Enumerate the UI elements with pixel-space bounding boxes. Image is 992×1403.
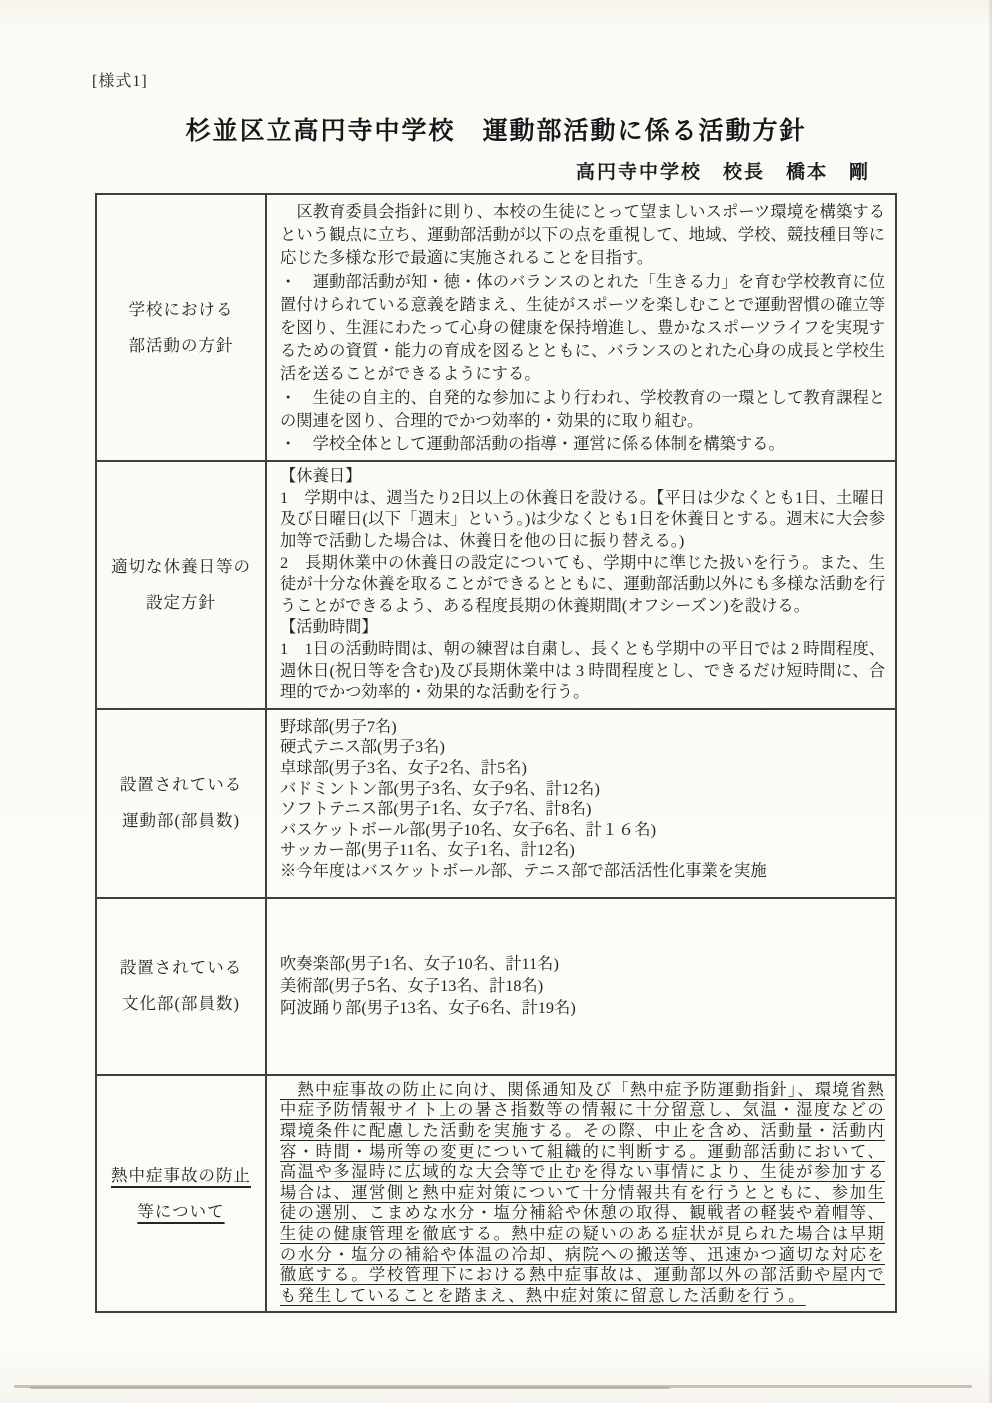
policy-bullet: ・ 生徒の自主的、自発的な参加により行われ、学校教育の一環として教育課程との関連を図り、合理的でかつ効率的・効果的に取り組む。 bbox=[280, 387, 885, 430]
row-header-line: 熱中症事故の防止 bbox=[111, 1165, 251, 1185]
scan-artifact-bottom-edge bbox=[30, 1387, 670, 1389]
row-header-line: 設置されている bbox=[119, 775, 243, 795]
form-number-label: [様式1] bbox=[92, 73, 148, 90]
principal-signature-line: 高円寺中学校 校長 橋本 剛 bbox=[575, 162, 870, 183]
document-title: 杉並区立高円寺中学校 運動部活動に係る活動方針 bbox=[185, 117, 807, 145]
sports-club-note: ※今年度はバスケットボール部、テニス部で部活活性化事業を実施 bbox=[280, 860, 767, 880]
row-header-school-policy bbox=[96, 194, 266, 461]
rest-day-item: 1 学期中は、週当たり2日以上の休養日を設ける。【平日は少なくとも1日、土曜日及び日曜日(以下「週末」という。)は少なくとも1日を休養日とする。週末に大会参加等で活動した場合は、休養日を他の日に振り替える。) bbox=[280, 487, 885, 551]
sports-club-item: 野球部(男子7名) bbox=[280, 716, 397, 736]
rest-day-item: 2 長期休業中の休養日の設定についても、学期中に準じた扱いを行う。また、生徒が十分な休養を取ることができるとともに、運動部活動以外にも多様な活動を行うことができるよう、ある程度長期の休養期間(オフシーズン)を設ける。 bbox=[280, 552, 885, 615]
row-header-line: 部活動の方針 bbox=[128, 335, 234, 355]
row-header-line: 適切な休養日等の bbox=[111, 557, 251, 576]
table-row-sports-clubs bbox=[96, 709, 896, 898]
row-header-line: 設定方針 bbox=[146, 593, 216, 612]
sports-club-item: サッカー部(男子11名、女子1名、計12名) bbox=[280, 840, 575, 860]
table-row-rest-days bbox=[96, 461, 896, 709]
row-header-line: 設置されている bbox=[119, 958, 243, 978]
cell-rest-days bbox=[266, 461, 896, 709]
row-header-rest-days bbox=[96, 461, 266, 709]
row-header-line: 等について bbox=[137, 1201, 225, 1221]
heatstroke-prevention-text: 熱中症事故の防止に向け、関係通知及び「熱中症予防運動指針」、環境省熱中症予防情報サイト上の暑さ指数等の情報に十分留意し、気温・湿度などの環境条件に配慮した活動を実施する。その際、中止を含め、活動量・活動内容・時間・場所等の変更について組織的に判断する。運動部活動において、高温や多湿時に広域的な大会等で止むを得ない事情により、生徒が参加する場合は、運営側と熱中症対策について十分情報共有を行うとともに、参加生徒の選別、こまめな水分・塩分補給や休憩の取得、観戦者の軽装や着帽等、生徒の健康管理を徹底する。熱中症の疑いのある症状が見られた場合は早期の水分・塩分の補給や体温の冷却、病院への搬送等、迅速かつ適切な対応を徹底する。学校管理下における熱中症事故は、運動部以外の部活動や屋内でも発生していることを踏まえ、熱中症対策に留意した活動を行う。 bbox=[280, 1080, 885, 1305]
sports-club-item: バスケットボール部(男子10名、女子6名、計１６名) bbox=[280, 819, 657, 839]
row-header-heatstroke-prevention bbox=[96, 1075, 266, 1313]
policy-paragraph: 区教育委員会指針に則り、本校の生徒にとって望ましいスポーツ環境を構築するという観点に立ち、運動部活動が以下の点を重視して、地域、学校、競技種目等に応じた多様な形で最適に実施されることを目指す。 bbox=[280, 202, 885, 268]
activity-hours-item: 1 1日の活動時間は、朝の練習は自粛し、長くとも学期中の平日では 2 時間程度、週休日(祝日等を含む)及び長期休業中は 3 時間程度とし、できるだけ短時間に、合理的でかつ効率的・効果的な活動を行う。 bbox=[280, 638, 885, 702]
sports-club-item: 硬式テニス部(男子3名) bbox=[280, 737, 445, 757]
culture-club-item: 吹奏楽部(男子1名、女子10名、計11名) bbox=[280, 954, 559, 974]
sports-club-item: バドミントン部(男子3名、女子9名、計12名) bbox=[280, 778, 600, 798]
row-header-line: 文化部(部員数) bbox=[122, 994, 240, 1014]
cell-school-policy bbox=[266, 194, 896, 461]
section-heading-activity-hours: 【活動時間】 bbox=[280, 617, 378, 637]
sports-club-item: ソフトテニス部(男子1名、女子7名、計8名) bbox=[280, 799, 592, 819]
table-row-culture-clubs bbox=[96, 898, 896, 1075]
activity-policy-table bbox=[95, 193, 897, 1313]
sports-club-item: 卓球部(男子3名、女子2名、計5名) bbox=[280, 757, 527, 777]
cell-heatstroke-prevention bbox=[266, 1075, 896, 1313]
culture-club-item: 阿波踊り部(男子13名、女子6名、計19名) bbox=[280, 998, 576, 1018]
scan-artifact-right-edge bbox=[988, 0, 992, 1403]
culture-club-item: 美術部(男子5名、女子13名、計18名) bbox=[280, 976, 544, 996]
policy-bullet: ・ 学校全体として運動部活動の指導・運営に係る体制を構築する。 bbox=[280, 434, 785, 454]
row-header-line: 運動部(部員数) bbox=[122, 811, 240, 831]
cell-sports-clubs bbox=[266, 709, 896, 898]
cell-culture-clubs bbox=[266, 898, 896, 1075]
table-row-school-policy bbox=[96, 194, 896, 461]
row-header-culture-clubs bbox=[96, 898, 266, 1075]
row-header-sports-clubs bbox=[96, 709, 266, 898]
section-heading-rest-day: 【休養日】 bbox=[280, 466, 362, 486]
table-row-heatstroke-prevention bbox=[96, 1075, 896, 1313]
policy-bullet: ・ 運動部活動が知・徳・体のバランスのとれた「生きる力」を育む学校教育に位置付けられている意義を踏まえ、生徒がスポーツを楽しむことで運動習慣の確立等を図り、生涯にわたって心身の健康を保持増進し、豊かなスポーツライフを実現するための資質・能力の育成を図るとともに、バランスのとれた心身の成長と学校生活を送ることができるようにする。 bbox=[280, 271, 885, 384]
row-header-line: 学校における bbox=[128, 299, 234, 319]
